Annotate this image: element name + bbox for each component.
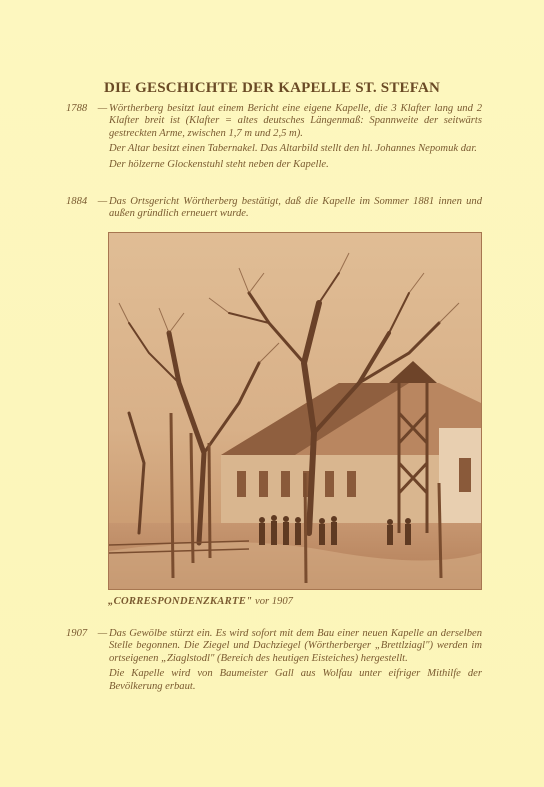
- entry-1884: [66, 196, 482, 221]
- entry-paragraph: Die Kapelle wird von Baumeister Gall aus Wolfau unter eifriger Mithilfe der Bevölkerung erbaut.: [109, 668, 482, 692]
- historic-photo: [108, 232, 482, 590]
- entry-text: Das Gewölbe stürzt ein. Es wird sofort mit dem Bau einer neuen Kapelle an derselben Stelle begonnen. Die Ziegel und Dachziegel (Wörtherberger „Brettlziagl") werden im ortseigenen „Ziaglstodl" (Bereich des heutigen Eisteiches) hergestellt.: [109, 628, 482, 664]
- page-title: DIE GESCHICHTE DER KAPELLE ST. STEFAN: [103, 80, 441, 96]
- entry-year: 1884: [66, 196, 88, 207]
- caption-date: vor 1907: [252, 596, 293, 607]
- entry-1788: [66, 103, 482, 171]
- entry-dash: —: [97, 196, 108, 207]
- entry-text: Wörtherberg besitzt laut einem Bericht eine eigene Kapelle, die 3 Klafter lang und 2 Klafter breit ist (Klafter = altes deutsches Längenmaß: Spannweite der seitwärts gestreckten Arme, zwischen 1,7 m und 2,5 m).: [109, 103, 482, 139]
- entry-paragraph: Der hölzerne Glockenstuhl steht neben der Kapelle.: [109, 158, 329, 170]
- entry-1907: [66, 628, 482, 693]
- entry-year: 1788: [66, 103, 88, 114]
- entry-text: Das Ortsgericht Wörtherberg bestätigt, daß die Kapelle im Sommer 1881 innen und außen gründlich erneuert wurde.: [109, 196, 482, 220]
- chapel-photo-illustration: [109, 233, 481, 589]
- entry-dash: —: [97, 103, 108, 114]
- entry-year: 1907: [66, 628, 88, 639]
- entry-dash: —: [97, 628, 108, 639]
- photo-caption: [108, 596, 293, 607]
- entry-paragraph: Der Altar besitzt einen Tabernakel. Das Altarbild stellt den hl. Johannes Nepomuk dar.: [109, 143, 477, 155]
- caption-title: „CORRESPONDENZKARTE": [108, 596, 253, 607]
